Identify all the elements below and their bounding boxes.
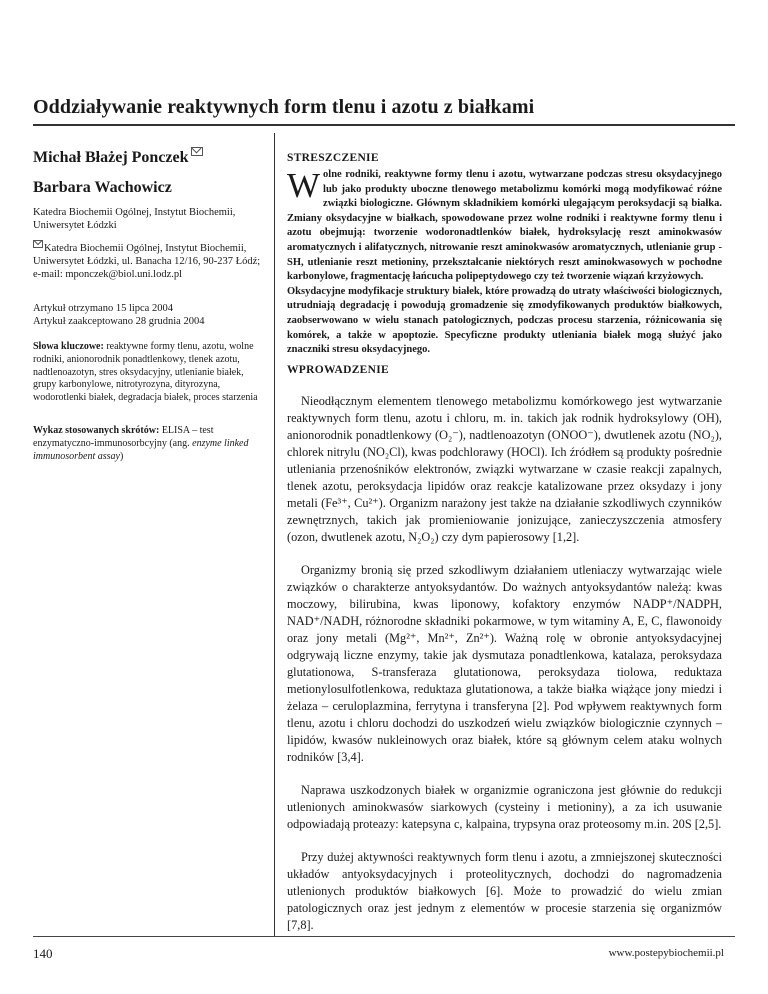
journal-website: www.postepybiochemii.pl	[608, 947, 724, 959]
intro-heading: WPROWADZENIE	[287, 364, 390, 376]
received-date: Artykuł otrzymano 15 lipca 2004	[33, 303, 173, 314]
accepted-date: Artykuł zaakceptowano 28 grudnia 2004	[33, 316, 205, 327]
abstract-paragraph: Oksydacyjne modyfikacje struktury białek, które prowadzą do utraty właściwości biologicznych, utrudniają degradację i powodują gromadzenie się zmodyfikowanych produktów białkowych, zaobserwowano w wielu stanach patologicznych, podczas procesu starzenia, różnicowania się komórek, a także w apoptozie. Specyficzne produkty utleniania białek mogą służyć jako znaczniki stresu oksydacyjnego.	[287, 285, 722, 356]
abbreviations-label: Wykaz stosowanych skrótów:	[33, 425, 160, 436]
contact-address: Katedra Biochemii Ogólnej, Instytut Biochemii, Uniwersytet Łódzki, ul. Banacha 12/16, 90-237 Łódź; e-mail: mponczek@biol.uni.lodz.pl	[33, 242, 261, 281]
article-title: Oddziaływanie reaktywnych form tlenu i azotu z białkami	[33, 96, 535, 118]
author-name: Michał Błażej Ponczek	[33, 148, 261, 168]
column-divider	[274, 133, 275, 936]
abbreviations-text: ELISA – test enzymatyczno-immunosorbcyjny (ang.	[33, 425, 214, 449]
top-rule	[33, 124, 735, 126]
envelope-icon	[191, 147, 203, 156]
abbreviations-english: enzyme linked immunosorbent assay	[33, 437, 249, 462]
body-paragraph: Organizmy bronią się przed szkodliwym działaniem utleniaczy wytwarzając wiele związków o charakterze antyoksydantów. Do ważnych antyoksydantów należą: kwas moczowy, bilirubina, kwas liponowy, kofaktory enzymów NADP⁺/NADPH, NAD⁺/NADH, różnorodne składniki pokarmowe, w tym witaminy A, E, C, flawonoidy oraz jony metali (Mg²⁺, Mn²⁺, Zn²⁺). Ważną rolę w obronie antyoksydacyjnej odgrywają liczne enzymy, takie jak dysmutaza ponadtlenkowa, katalaza, peroksydaza glutationowa, S-transferaza glutationowa, peroksydaza tiolowa, reduktaza metionylosulfotlenkowa, reduktaza glutationowa, a także białka wiążące jony miedzi i żelaza – ceruloplazmina, ferrytyna i transferyna [2]. Pod wpływem reaktywnych form tlenu, azotu i chloru dochodzi do uszkodzeń wielu związków biologicznie czynnych – lipidów, kwasów nukleinowych oraz białek, które są głównym celem ataku wolnych rodników [3,4].	[287, 563, 722, 764]
body-paragraph: Nieodłącznym elementem tlenowego metabolizmu komórkowego jest wytwarzanie reaktywnych form tlenu, azotu i chloru, m. in. takich jak rodnik hydroksylowy (OH), anionorodnik ponadtlenkowy (O₂⁻), nadtlenoazotyn (ONOO⁻), dwutlenek azotu (NO₂), chlorek nitrylu (NO₂Cl), kwas podchlorawy (HOCl). Ich źródłem są produkty pośrednie utleniania przenośników elektronów, związki wytwarzane w czasie reakcji zapalnych, tlenek azotu, peroksydacja lipidów oraz reakcje katalizowane przez oksydazy i jony metali (Fe³⁺, Cu²⁺). Organizm narażony jest także na działanie szkodliwych czynników zewnętrznych, takich jak promieniowanie jonizujące, zanieczyszczenia atmosfery (ozon, dwutlenek azotu, N₂O₂) czy dym papierosowy [1,2].	[287, 394, 722, 544]
intro-body	[287, 393, 722, 950]
keywords-label: Słowa kluczowe:	[33, 341, 104, 352]
dates-block	[33, 302, 261, 328]
abstract-heading: STRESZCZENIE	[287, 152, 379, 164]
abstract-body	[287, 168, 722, 358]
keywords-block	[33, 341, 261, 405]
body-paragraph: Naprawa uszkodzonych białek w organizmie ograniczona jest głównie do redukcji utlenionych aminokwasów siarkowych (cysteiny i metioniny), a za ich usuwanie odpowiadają proteazy: katepsyna c, kalpaina, trypsyna oraz proteosomy m.in. 20S [2,5].	[287, 783, 722, 831]
affiliation: Katedra Biochemii Ogólnej, Instytut Biochemii, Uniwersytet Łódzki	[33, 207, 236, 231]
bottom-rule	[33, 936, 735, 937]
envelope-icon	[33, 240, 43, 248]
abbreviations-close: )	[119, 450, 124, 462]
abstract-paragraph	[287, 168, 722, 285]
page-number: 140	[33, 946, 53, 961]
authors-block	[33, 148, 261, 208]
keywords-text: reaktywne formy tlenu, azotu, wolne rodniki, anionorodnik ponadtlenkowy, tlenek azotu, nadtlenoazotyn, stres oksydacyjny, utlenianie białek, grupy karbonylowe, nitrotyrozyna, dityrozyna, wodorotlenki białek, degradacja białek, proces starzenia	[33, 341, 258, 404]
author-name: Barbara Wachowicz	[33, 179, 172, 196]
abbreviations-block	[33, 425, 261, 463]
abstract-text: olne rodniki, reaktywne formy tlenu i azotu, wytwarzane podczas stresu oksydacyjnego lub jako produkty uboczne tlenowego metabolizmu komórki mogą modyfikować różne związki biologiczne. Głównym składnikiem komórki ulegającym peroksydacji są białka. Zmiany oksydacyjne w białkach, spowodowane przez wolne rodniki i reaktywne formy tlenu i azotu obejmują: tworzenie wodoronadtlenków białek, hydroksylację reszt aminokwasów aromatycznych i alifatycznych, nitrowanie reszt aminokwasów aromatycznych, utlenianie grup -SH, utlenianie reszt metioniny, przekształcanie niektórych reszt aminokwasowych w pochodne karbonylowe, fragmentację łańcucha polipeptydowego czy też tworzenie wiązań krzyżowych.	[287, 169, 722, 283]
affiliation-block	[33, 206, 261, 291]
drop-cap: W	[287, 166, 321, 205]
body-paragraph: Przy dużej aktywności reaktywnych form tlenu i azotu, a zmniejszonej skuteczności układów antyoksydacyjnych i proteolitycznych, dochodzi do nagromadzenia utlenionych produktów białkowych [6]. Może to prowadzić do wielu zmian patologicznych oraz jest jednym z elementów w procesie starzenia się organizmów [7,8].	[287, 850, 722, 932]
